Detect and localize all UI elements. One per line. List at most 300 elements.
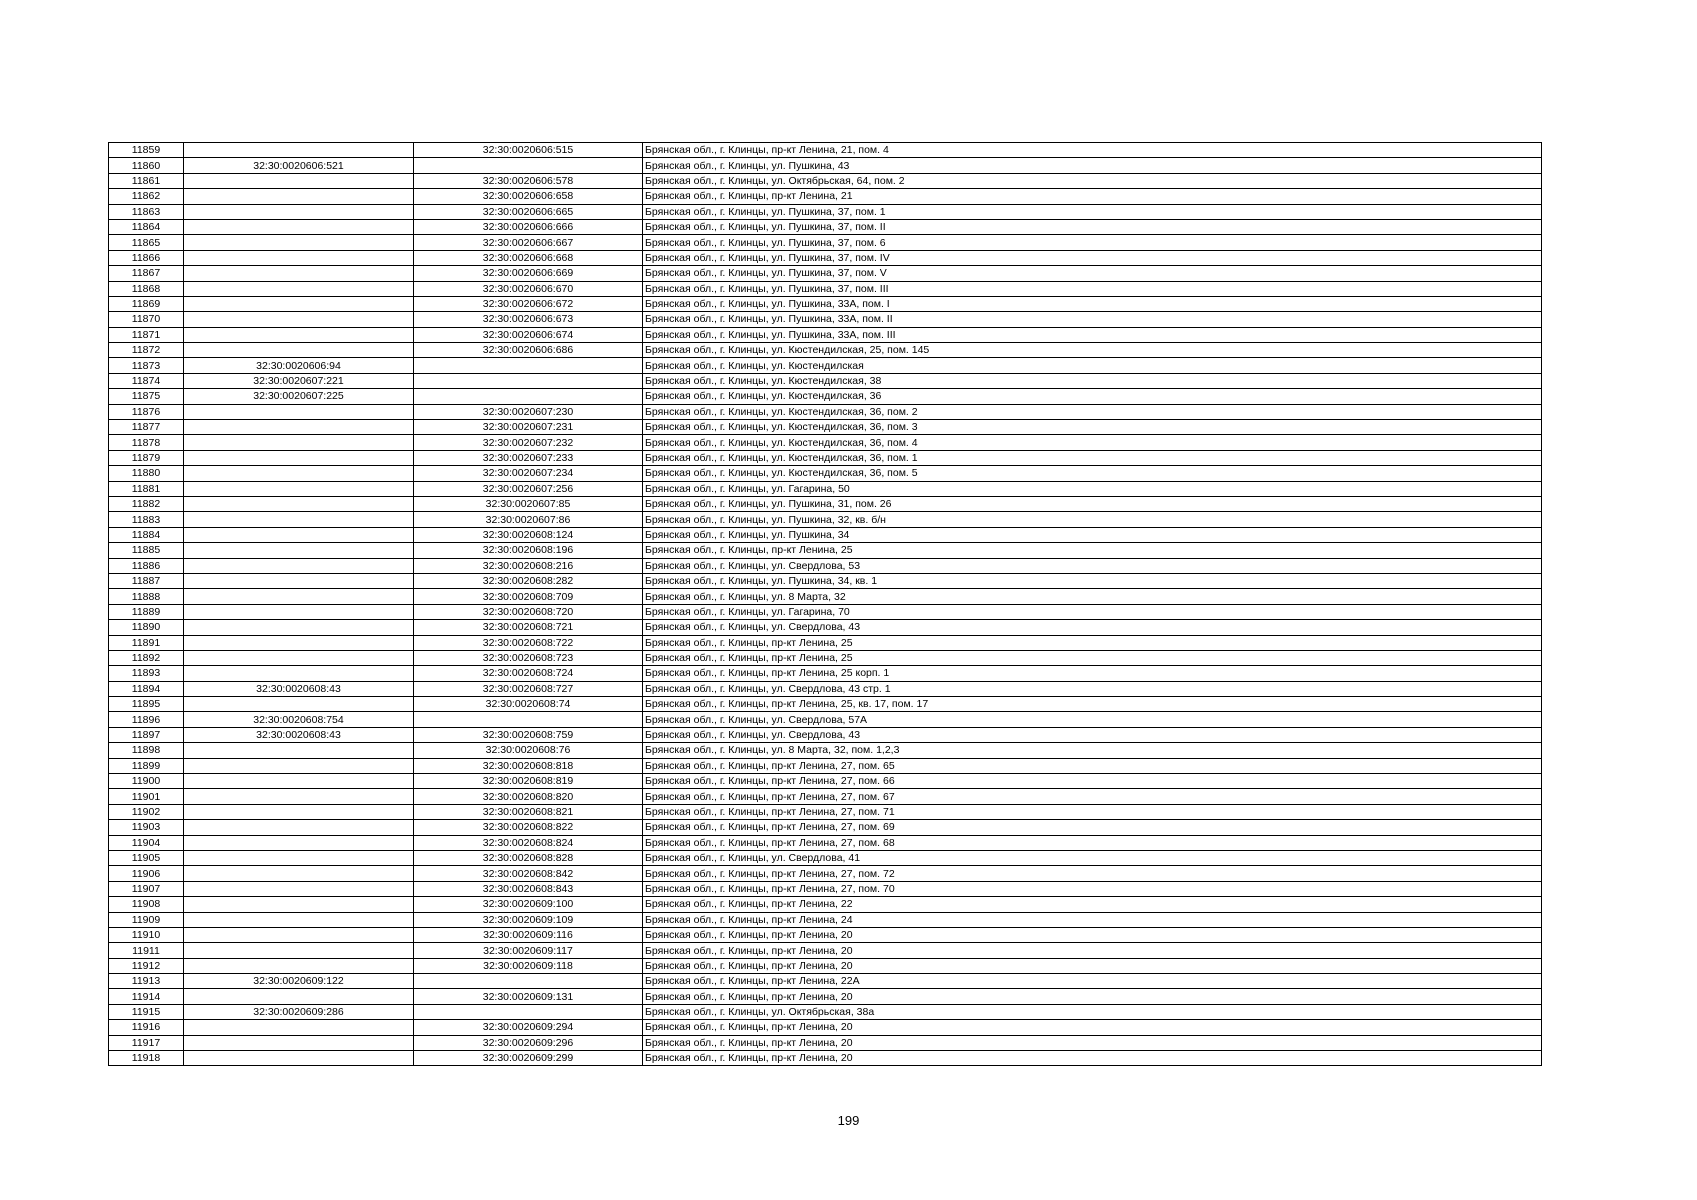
- table-row: [109, 666, 1542, 681]
- cadastral-number-cell: 32:30:0020606:515: [414, 143, 643, 158]
- cadastral-number-cell: 32:30:0020608:820: [414, 789, 643, 804]
- address-cell: Брянская обл., г. Клинцы, пр-кт Ленина, 22: [643, 897, 1542, 912]
- table-row: [109, 373, 1542, 388]
- cadastral-number-cell: 32:30:0020606:673: [414, 312, 643, 327]
- address-cell: Брянская обл., г. Клинцы, ул. Пушкина, 31, пом. 26: [643, 496, 1542, 511]
- row-number-cell: 11871: [109, 327, 184, 342]
- address-cell: Брянская обл., г. Клинцы, пр-кт Ленина, 25, кв. 17, пом. 17: [643, 697, 1542, 712]
- address-cell: Брянская обл., г. Клинцы, ул. Гагарина, 70: [643, 604, 1542, 619]
- cadastral-number-cell: 32:30:0020608:824: [414, 835, 643, 850]
- table-row: [109, 974, 1542, 989]
- address-cell: Брянская обл., г. Клинцы, ул. Кюстендилская, 36, пом. 1: [643, 450, 1542, 465]
- cadastral-number-cell: 32:30:0020608:843: [414, 881, 643, 896]
- address-cell: Брянская обл., г. Клинцы, ул. Октябрьская, 38а: [643, 1004, 1542, 1019]
- cadastral-number-cell: [184, 296, 414, 311]
- table-row: [109, 343, 1542, 358]
- cadastral-number-cell: 32:30:0020608:759: [414, 727, 643, 742]
- row-number-cell: 11873: [109, 358, 184, 373]
- cadastral-number-cell: 32:30:0020606:578: [414, 173, 643, 188]
- row-number-cell: 11908: [109, 897, 184, 912]
- row-number-cell: 11912: [109, 958, 184, 973]
- table-row: [109, 912, 1542, 927]
- address-cell: Брянская обл., г. Клинцы, ул. Кюстендилская, 36, пом. 3: [643, 420, 1542, 435]
- table-row: [109, 173, 1542, 188]
- cadastral-number-cell: [184, 789, 414, 804]
- table-row: [109, 820, 1542, 835]
- cadastral-number-cell: [184, 635, 414, 650]
- row-number-cell: 11862: [109, 189, 184, 204]
- cadastral-number-cell: 32:30:0020609:286: [184, 1004, 414, 1019]
- cadastral-number-cell: 32:30:0020609:299: [414, 1051, 643, 1066]
- cadastral-number-cell: [414, 1004, 643, 1019]
- cadastral-number-cell: [184, 343, 414, 358]
- cadastral-number-cell: 32:30:0020609:109: [414, 912, 643, 927]
- row-number-cell: 11877: [109, 420, 184, 435]
- cadastral-number-cell: [184, 958, 414, 973]
- row-number-cell: 11881: [109, 481, 184, 496]
- row-number-cell: 11895: [109, 697, 184, 712]
- cadastral-number-cell: [184, 943, 414, 958]
- cadastral-number-cell: 32:30:0020608:724: [414, 666, 643, 681]
- cadastral-number-cell: 32:30:0020608:709: [414, 589, 643, 604]
- cadastral-number-cell: [184, 835, 414, 850]
- cadastral-number-cell: [414, 373, 643, 388]
- address-cell: Брянская обл., г. Клинцы, пр-кт Ленина, 25: [643, 543, 1542, 558]
- row-number-cell: 11875: [109, 389, 184, 404]
- row-number-cell: 11900: [109, 774, 184, 789]
- cadastral-number-cell: [184, 481, 414, 496]
- row-number-cell: 11866: [109, 250, 184, 265]
- cadastral-number-cell: 32:30:0020609:118: [414, 958, 643, 973]
- cadastral-number-cell: 32:30:0020606:666: [414, 219, 643, 234]
- row-number-cell: 11906: [109, 866, 184, 881]
- address-cell: Брянская обл., г. Клинцы, пр-кт Ленина, 27, пом. 68: [643, 835, 1542, 850]
- cadastral-number-cell: 32:30:0020607:86: [414, 512, 643, 527]
- cadastral-number-cell: [184, 804, 414, 819]
- address-cell: Брянская обл., г. Клинцы, ул. Свердлова, 53: [643, 558, 1542, 573]
- row-number-cell: 11874: [109, 373, 184, 388]
- row-number-cell: 11863: [109, 204, 184, 219]
- row-number-cell: 11889: [109, 604, 184, 619]
- row-number-cell: 11878: [109, 435, 184, 450]
- cadastral-number-cell: [184, 666, 414, 681]
- cadastral-number-cell: 32:30:0020606:665: [414, 204, 643, 219]
- property-registry-table: [108, 142, 1542, 1066]
- table-row: [109, 589, 1542, 604]
- cadastral-number-cell: [184, 143, 414, 158]
- address-cell: Брянская обл., г. Клинцы, пр-кт Ленина, 21, пом. 4: [643, 143, 1542, 158]
- cadastral-number-cell: 32:30:0020606:94: [184, 358, 414, 373]
- table-row: [109, 958, 1542, 973]
- row-number-cell: 11887: [109, 573, 184, 588]
- cadastral-number-cell: [184, 496, 414, 511]
- cadastral-number-cell: [184, 620, 414, 635]
- address-cell: Брянская обл., г. Клинцы, пр-кт Ленина, 21: [643, 189, 1542, 204]
- row-number-cell: 11916: [109, 1020, 184, 1035]
- cadastral-number-cell: [184, 266, 414, 281]
- cadastral-number-cell: [184, 989, 414, 1004]
- cadastral-number-cell: 32:30:0020609:131: [414, 989, 643, 1004]
- row-number-cell: 11898: [109, 743, 184, 758]
- table-row: [109, 727, 1542, 742]
- row-number-cell: 11883: [109, 512, 184, 527]
- address-cell: Брянская обл., г. Клинцы, ул. Свердлова, 57А: [643, 712, 1542, 727]
- cadastral-number-cell: [184, 173, 414, 188]
- cadastral-number-cell: [184, 558, 414, 573]
- table-row: [109, 774, 1542, 789]
- cadastral-number-cell: 32:30:0020608:43: [184, 681, 414, 696]
- table-row: [109, 1004, 1542, 1019]
- address-cell: Брянская обл., г. Клинцы, пр-кт Ленина, 24: [643, 912, 1542, 927]
- row-number-cell: 11914: [109, 989, 184, 1004]
- row-number-cell: 11882: [109, 496, 184, 511]
- cadastral-number-cell: 32:30:0020608:821: [414, 804, 643, 819]
- address-cell: Брянская обл., г. Клинцы, пр-кт Ленина, 27, пом. 69: [643, 820, 1542, 835]
- table-row: [109, 866, 1542, 881]
- table-row: [109, 635, 1542, 650]
- table-row: [109, 743, 1542, 758]
- cadastral-number-cell: 32:30:0020607:225: [184, 389, 414, 404]
- table-row: [109, 312, 1542, 327]
- row-number-cell: 11865: [109, 235, 184, 250]
- address-cell: Брянская обл., г. Клинцы, ул. Кюстендилская, 36: [643, 389, 1542, 404]
- address-cell: Брянская обл., г. Клинцы, ул. Кюстендилская, 36, пом. 2: [643, 404, 1542, 419]
- row-number-cell: 11859: [109, 143, 184, 158]
- cadastral-number-cell: 32:30:0020608:196: [414, 543, 643, 558]
- address-cell: Брянская обл., г. Клинцы, пр-кт Ленина, 25: [643, 650, 1542, 665]
- table-row: [109, 1051, 1542, 1066]
- cadastral-number-cell: 32:30:0020608:720: [414, 604, 643, 619]
- cadastral-number-cell: 32:30:0020608:819: [414, 774, 643, 789]
- cadastral-number-cell: 32:30:0020608:282: [414, 573, 643, 588]
- table-row: [109, 389, 1542, 404]
- address-cell: Брянская обл., г. Клинцы, пр-кт Ленина, 27, пом. 66: [643, 774, 1542, 789]
- table-row: [109, 943, 1542, 958]
- cadastral-number-cell: [184, 250, 414, 265]
- row-number-cell: 11892: [109, 650, 184, 665]
- cadastral-number-cell: 32:30:0020606:521: [184, 158, 414, 173]
- cadastral-number-cell: [184, 927, 414, 942]
- address-cell: Брянская обл., г. Клинцы, ул. Пушкина, 37, пом. IV: [643, 250, 1542, 265]
- table-row: [109, 804, 1542, 819]
- cadastral-number-cell: [414, 358, 643, 373]
- row-number-cell: 11903: [109, 820, 184, 835]
- row-number-cell: 11868: [109, 281, 184, 296]
- address-cell: Брянская обл., г. Клинцы, ул. Кюстендилская, 25, пом. 145: [643, 343, 1542, 358]
- cadastral-number-cell: 32:30:0020608:722: [414, 635, 643, 650]
- row-number-cell: 11913: [109, 974, 184, 989]
- table-row: [109, 235, 1542, 250]
- cadastral-number-cell: 32:30:0020606:667: [414, 235, 643, 250]
- address-cell: Брянская обл., г. Клинцы, ул. Кюстендилская, 36, пом. 4: [643, 435, 1542, 450]
- cadastral-number-cell: 32:30:0020606:686: [414, 343, 643, 358]
- cadastral-number-cell: [184, 450, 414, 465]
- row-number-cell: 11890: [109, 620, 184, 635]
- cadastral-number-cell: 32:30:0020606:658: [414, 189, 643, 204]
- cadastral-number-cell: [184, 235, 414, 250]
- table-row: [109, 1020, 1542, 1035]
- address-cell: Брянская обл., г. Клинцы, ул. Кюстендилская, 38: [643, 373, 1542, 388]
- table-row: [109, 650, 1542, 665]
- table-row: [109, 927, 1542, 942]
- row-number-cell: 11910: [109, 927, 184, 942]
- address-cell: Брянская обл., г. Клинцы, ул. Пушкина, 37, пом. 6: [643, 235, 1542, 250]
- registry-table-body: [109, 143, 1542, 1066]
- cadastral-number-cell: [184, 697, 414, 712]
- cadastral-number-cell: [184, 435, 414, 450]
- cadastral-number-cell: [184, 573, 414, 588]
- row-number-cell: 11888: [109, 589, 184, 604]
- address-cell: Брянская обл., г. Клинцы, ул. Октябрьская, 64, пом. 2: [643, 173, 1542, 188]
- cadastral-number-cell: 32:30:0020608:842: [414, 866, 643, 881]
- row-number-cell: 11905: [109, 850, 184, 865]
- address-cell: Брянская обл., г. Клинцы, ул. Пушкина, 37, пом. V: [643, 266, 1542, 281]
- table-row: [109, 789, 1542, 804]
- cadastral-number-cell: [184, 866, 414, 881]
- row-number-cell: 11893: [109, 666, 184, 681]
- table-row: [109, 266, 1542, 281]
- row-number-cell: 11870: [109, 312, 184, 327]
- address-cell: Брянская обл., г. Клинцы, ул. Свердлова, 43: [643, 620, 1542, 635]
- table-row: [109, 481, 1542, 496]
- address-cell: Брянская обл., г. Клинцы, пр-кт Ленина, 20: [643, 943, 1542, 958]
- address-cell: Брянская обл., г. Клинцы, ул. Свердлова, 41: [643, 850, 1542, 865]
- page-number: 199: [837, 1113, 860, 1128]
- cadastral-number-cell: 32:30:0020609:296: [414, 1035, 643, 1050]
- cadastral-number-cell: [184, 512, 414, 527]
- row-number-cell: 11891: [109, 635, 184, 650]
- address-cell: Брянская обл., г. Клинцы, пр-кт Ленина, 20: [643, 1020, 1542, 1035]
- cadastral-number-cell: 32:30:0020608:43: [184, 727, 414, 742]
- address-cell: Брянская обл., г. Клинцы, пр-кт Ленина, 27, пом. 67: [643, 789, 1542, 804]
- table-row: [109, 1035, 1542, 1050]
- cadastral-number-cell: 32:30:0020609:294: [414, 1020, 643, 1035]
- table-row: [109, 558, 1542, 573]
- row-number-cell: 11872: [109, 343, 184, 358]
- row-number-cell: 11904: [109, 835, 184, 850]
- row-number-cell: 11907: [109, 881, 184, 896]
- row-number-cell: 11894: [109, 681, 184, 696]
- address-cell: Брянская обл., г. Клинцы, ул. Кюстендилская, 36, пом. 5: [643, 466, 1542, 481]
- table-row: [109, 697, 1542, 712]
- address-cell: Брянская обл., г. Клинцы, ул. Пушкина, 37, пом. II: [643, 219, 1542, 234]
- address-cell: Брянская обл., г. Клинцы, ул. Пушкина, 37, пом. 1: [643, 204, 1542, 219]
- address-cell: Брянская обл., г. Клинцы, пр-кт Ленина, 20: [643, 1051, 1542, 1066]
- cadastral-number-cell: 32:30:0020608:828: [414, 850, 643, 865]
- cadastral-number-cell: 32:30:0020607:85: [414, 496, 643, 511]
- row-number-cell: 11909: [109, 912, 184, 927]
- cadastral-number-cell: 32:30:0020608:76: [414, 743, 643, 758]
- row-number-cell: 11860: [109, 158, 184, 173]
- cadastral-number-cell: 32:30:0020608:727: [414, 681, 643, 696]
- cadastral-number-cell: 32:30:0020607:231: [414, 420, 643, 435]
- row-number-cell: 11876: [109, 404, 184, 419]
- address-cell: Брянская обл., г. Клинцы, ул. Пушкина, 33А, пом. I: [643, 296, 1542, 311]
- row-number-cell: 11918: [109, 1051, 184, 1066]
- address-cell: Брянская обл., г. Клинцы, ул. Пушкина, 34, кв. 1: [643, 573, 1542, 588]
- address-cell: Брянская обл., г. Клинцы, пр-кт Ленина, 20: [643, 927, 1542, 942]
- cadastral-number-cell: 32:30:0020607:232: [414, 435, 643, 450]
- table-row: [109, 420, 1542, 435]
- table-row: [109, 712, 1542, 727]
- cadastral-number-cell: [184, 758, 414, 773]
- table-row: [109, 573, 1542, 588]
- address-cell: Брянская обл., г. Клинцы, ул. Пушкина, 37, пом. III: [643, 281, 1542, 296]
- cadastral-number-cell: 32:30:0020607:234: [414, 466, 643, 481]
- table-row: [109, 897, 1542, 912]
- cadastral-number-cell: 32:30:0020608:754: [184, 712, 414, 727]
- row-number-cell: 11901: [109, 789, 184, 804]
- cadastral-number-cell: [184, 1035, 414, 1050]
- table-row: [109, 989, 1542, 1004]
- address-cell: Брянская обл., г. Клинцы, пр-кт Ленина, 25: [643, 635, 1542, 650]
- cadastral-number-cell: 32:30:0020606:670: [414, 281, 643, 296]
- address-cell: Брянская обл., г. Клинцы, ул. Пушкина, 33А, пом. II: [643, 312, 1542, 327]
- cadastral-number-cell: [184, 897, 414, 912]
- table-row: [109, 358, 1542, 373]
- table-row: [109, 512, 1542, 527]
- address-cell: Брянская обл., г. Клинцы, ул. Пушкина, 33А, пом. III: [643, 327, 1542, 342]
- address-cell: Брянская обл., г. Клинцы, пр-кт Ленина, 20: [643, 1035, 1542, 1050]
- table-row: [109, 204, 1542, 219]
- cadastral-number-cell: [184, 650, 414, 665]
- cadastral-number-cell: 32:30:0020608:723: [414, 650, 643, 665]
- table-row: [109, 158, 1542, 173]
- address-cell: Брянская обл., г. Клинцы, ул. 8 Марта, 32, пом. 1,2,3: [643, 743, 1542, 758]
- cadastral-number-cell: [184, 420, 414, 435]
- table-row: [109, 250, 1542, 265]
- cadastral-number-cell: [184, 912, 414, 927]
- cadastral-number-cell: 32:30:0020606:674: [414, 327, 643, 342]
- cadastral-number-cell: [184, 466, 414, 481]
- cadastral-number-cell: [184, 312, 414, 327]
- table-row: [109, 758, 1542, 773]
- address-cell: Брянская обл., г. Клинцы, ул. Пушкина, 43: [643, 158, 1542, 173]
- table-row: [109, 296, 1542, 311]
- cadastral-number-cell: [184, 589, 414, 604]
- cadastral-number-cell: 32:30:0020608:216: [414, 558, 643, 573]
- cadastral-number-cell: [184, 1020, 414, 1035]
- row-number-cell: 11896: [109, 712, 184, 727]
- address-cell: Брянская обл., г. Клинцы, ул. Пушкина, 32, кв. б/н: [643, 512, 1542, 527]
- cadastral-number-cell: 32:30:0020606:669: [414, 266, 643, 281]
- cadastral-number-cell: [184, 743, 414, 758]
- row-number-cell: 11880: [109, 466, 184, 481]
- row-number-cell: 11879: [109, 450, 184, 465]
- cadastral-number-cell: [184, 527, 414, 542]
- table-row: [109, 450, 1542, 465]
- address-cell: Брянская обл., г. Клинцы, пр-кт Ленина, 27, пом. 72: [643, 866, 1542, 881]
- table-row: [109, 189, 1542, 204]
- table-row: [109, 143, 1542, 158]
- cadastral-number-cell: 32:30:0020609:117: [414, 943, 643, 958]
- address-cell: Брянская обл., г. Клинцы, ул. Пушкина, 34: [643, 527, 1542, 542]
- table-row: [109, 527, 1542, 542]
- address-cell: Брянская обл., г. Клинцы, пр-кт Ленина, 20: [643, 958, 1542, 973]
- address-cell: Брянская обл., г. Клинцы, пр-кт Ленина, 25 корп. 1: [643, 666, 1542, 681]
- table-row: [109, 543, 1542, 558]
- cadastral-number-cell: 32:30:0020608:818: [414, 758, 643, 773]
- cadastral-number-cell: [414, 389, 643, 404]
- table-row: [109, 681, 1542, 696]
- address-cell: Брянская обл., г. Клинцы, пр-кт Ленина, 27, пом. 71: [643, 804, 1542, 819]
- cadastral-number-cell: [184, 820, 414, 835]
- cadastral-number-cell: 32:30:0020608:822: [414, 820, 643, 835]
- table-row: [109, 281, 1542, 296]
- table-row: [109, 219, 1542, 234]
- address-cell: Брянская обл., г. Клинцы, пр-кт Ленина, 22А: [643, 974, 1542, 989]
- cadastral-number-cell: 32:30:0020609:116: [414, 927, 643, 942]
- cadastral-number-cell: [184, 881, 414, 896]
- table-row: [109, 620, 1542, 635]
- cadastral-number-cell: [184, 219, 414, 234]
- cadastral-number-cell: [414, 712, 643, 727]
- address-cell: Брянская обл., г. Клинцы, ул. Гагарина, 50: [643, 481, 1542, 496]
- row-number-cell: 11864: [109, 219, 184, 234]
- address-cell: Брянская обл., г. Клинцы, пр-кт Ленина, 27, пом. 70: [643, 881, 1542, 896]
- cadastral-number-cell: [184, 850, 414, 865]
- address-cell: Брянская обл., г. Клинцы, пр-кт Ленина, 27, пом. 65: [643, 758, 1542, 773]
- cadastral-number-cell: [414, 158, 643, 173]
- table-row: [109, 466, 1542, 481]
- address-cell: Брянская обл., г. Клинцы, ул. Кюстендилская: [643, 358, 1542, 373]
- cadastral-number-cell: 32:30:0020607:256: [414, 481, 643, 496]
- cadastral-number-cell: [184, 327, 414, 342]
- row-number-cell: 11885: [109, 543, 184, 558]
- cadastral-number-cell: 32:30:0020607:221: [184, 373, 414, 388]
- cadastral-number-cell: 32:30:0020609:122: [184, 974, 414, 989]
- row-number-cell: 11902: [109, 804, 184, 819]
- cadastral-number-cell: 32:30:0020608:124: [414, 527, 643, 542]
- row-number-cell: 11867: [109, 266, 184, 281]
- row-number-cell: 11899: [109, 758, 184, 773]
- address-cell: Брянская обл., г. Клинцы, ул. 8 Марта, 32: [643, 589, 1542, 604]
- cadastral-number-cell: [184, 189, 414, 204]
- cadastral-number-cell: 32:30:0020606:672: [414, 296, 643, 311]
- row-number-cell: 11897: [109, 727, 184, 742]
- row-number-cell: 11886: [109, 558, 184, 573]
- address-cell: Брянская обл., г. Клинцы, пр-кт Ленина, 20: [643, 989, 1542, 1004]
- table-row: [109, 327, 1542, 342]
- cadastral-number-cell: 32:30:0020608:721: [414, 620, 643, 635]
- table-row: [109, 604, 1542, 619]
- cadastral-number-cell: [184, 543, 414, 558]
- cadastral-number-cell: 32:30:0020608:74: [414, 697, 643, 712]
- row-number-cell: 11861: [109, 173, 184, 188]
- cadastral-number-cell: [184, 404, 414, 419]
- table-row: [109, 496, 1542, 511]
- table-row: [109, 435, 1542, 450]
- table-row: [109, 850, 1542, 865]
- cadastral-number-cell: [184, 204, 414, 219]
- cadastral-number-cell: [184, 1051, 414, 1066]
- cadastral-number-cell: [184, 281, 414, 296]
- cadastral-number-cell: 32:30:0020606:668: [414, 250, 643, 265]
- row-number-cell: 11869: [109, 296, 184, 311]
- cadastral-number-cell: [414, 974, 643, 989]
- address-cell: Брянская обл., г. Клинцы, ул. Свердлова, 43 стр. 1: [643, 681, 1542, 696]
- row-number-cell: 11917: [109, 1035, 184, 1050]
- row-number-cell: 11911: [109, 943, 184, 958]
- cadastral-number-cell: [184, 774, 414, 789]
- cadastral-number-cell: 32:30:0020607:230: [414, 404, 643, 419]
- table-row: [109, 835, 1542, 850]
- address-cell: Брянская обл., г. Клинцы, ул. Свердлова, 43: [643, 727, 1542, 742]
- table-row: [109, 881, 1542, 896]
- cadastral-number-cell: [184, 604, 414, 619]
- row-number-cell: 11884: [109, 527, 184, 542]
- cadastral-number-cell: 32:30:0020607:233: [414, 450, 643, 465]
